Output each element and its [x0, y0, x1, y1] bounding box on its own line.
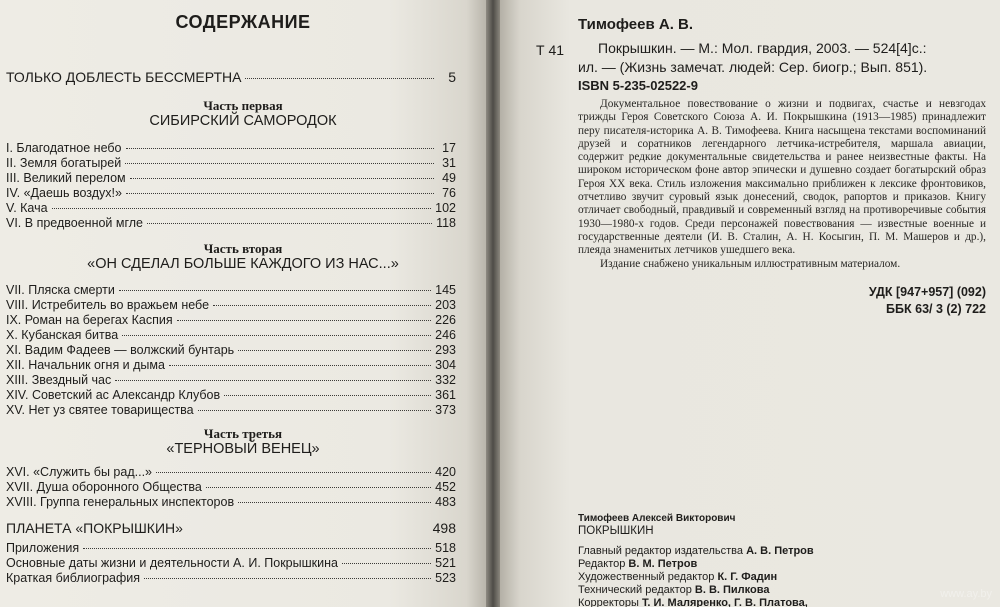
- toc-entry-epilogue: ПЛАНЕТА «ПОКРЫШКИН» 498: [6, 520, 456, 536]
- toc-entry: XVI. «Служить бы рад...» 420: [6, 465, 456, 479]
- toc-entry-intro: ТОЛЬКО ДОБЛЕСТЬ БЕССМЕРТНА 5: [6, 69, 456, 85]
- watermark: www.ay.by: [940, 588, 992, 600]
- record-author: Тимофеев А. В.: [578, 16, 694, 33]
- contents-page: [0, 0, 486, 607]
- annotation-paragraph: Документальное повествование о жизни и подвигах, счастье и невзгодах трижды Героя Советского Союза А. И. Покрышкина (1913—1985) принадлежит перу писателя-историка А. В. Тимофеева. Книга насыщена текстами воспоминаний друзей и соратников легендарного летчика-истребителя, маршала авиации, содержит редкие документальные свидетельства и ранее неизвестные факты. На широком историческом фоне автор эпически и душевно создает богатырский образ Героя XX века. Стиль изложения максимально приближен к лексике фронтовиков, отчетливо звучит суровый язык донесений, сводок, рапортов и приказов. Книгу отличает свободный, правдивый и современный взгляд на противоречивые события 1930—1980-х годов. Среди персонажей повествования — известные военные и государственные деятели (И. В. Сталин, А. Н. Косыгин, П. М. Машеров и др.), плеяда знаменитых летчиков ушедшего века.: [578, 98, 986, 257]
- toc-entry: XI. Вадим Фадеев — волжский бунтарь 293: [6, 343, 456, 357]
- book-gutter: [486, 0, 500, 607]
- toc-entry: II. Земля богатырей 31: [6, 156, 456, 170]
- toc-entry: Приложения 518: [6, 541, 456, 555]
- record-bib-line-1: Покрышкин. — М.: Мол. гвардия, 2003. — 524[4]с.:: [598, 40, 927, 56]
- bbk-code: ББК 63/ 3 (2) 722: [886, 302, 986, 316]
- toc-entry: VIII. Истребитель во вражьем небе 203: [6, 298, 456, 312]
- part-three-label: Часть третья: [203, 426, 283, 441]
- toc-entry: I. Благодатное небо 17: [6, 141, 456, 155]
- toc-entry: VI. В предвоенной мгле 118: [6, 216, 456, 230]
- toc-entry: VII. Пляска смерти 145: [6, 283, 456, 297]
- toc-entry: X. Кубанская битва 246: [6, 328, 456, 342]
- annotation-paragraph: Издание снабжено уникальным иллюстративным материалом.: [600, 257, 901, 270]
- contents-title: СОДЕРЖАНИЕ: [175, 12, 311, 32]
- credit-line: Главный редактор издательства А. В. Петров: [578, 545, 814, 557]
- toc-entry: V. Кача 102: [6, 201, 456, 215]
- toc-entry: IV. «Даешь воздух!» 76: [6, 186, 456, 200]
- credit-line: Художественный редактор К. Г. Фадин: [578, 571, 778, 583]
- part-one-title: СИБИРСКИЙ САМОРОДОК: [149, 113, 337, 129]
- toc-entry: XII. Начальник огня и дыма 304: [6, 358, 456, 372]
- record-isbn: ISBN 5-235-02522-9: [578, 78, 698, 93]
- toc-entry: Основные даты жизни и деятельности А. И. Покрышкина 521: [6, 556, 456, 570]
- part-one-label: Часть первая: [203, 98, 283, 113]
- toc-entry: XV. Нет уз святее товарищества 373: [6, 403, 456, 417]
- toc-entry: IX. Роман на берегах Каспия 226: [6, 313, 456, 327]
- toc-entry: XIV. Советский ас Александр Клубов 361: [6, 388, 456, 402]
- toc-entry: Краткая библиография 523: [6, 571, 456, 585]
- imprint-page: [500, 0, 1000, 607]
- toc-entry: XVIII. Группа генеральных инспекторов 483: [6, 495, 456, 509]
- record-bib-line-2: ил. — (Жизнь замечат. людей: Сер. биогр.; Вып. 851).: [578, 59, 928, 75]
- credit-line: Технический редактор В. В. Пилкова: [578, 584, 770, 596]
- part-three-title: «ТЕРНОВЫЙ ВЕНЕЦ»: [166, 441, 320, 457]
- imprint-title: ПОКРЫШКИН: [578, 525, 654, 537]
- credit-line: Редактор В. М. Петров: [578, 558, 698, 570]
- catalog-number: Т 41: [536, 42, 565, 58]
- imprint-author: Тимофеев Алексей Викторович: [578, 513, 736, 524]
- part-two-title: «ОН СДЕЛАЛ БОЛЬШЕ КАЖДОГО ИЗ НАС...»: [87, 256, 399, 272]
- toc-entry: XIII. Звездный час 332: [6, 373, 456, 387]
- udk-code: УДК [947+957] (092): [868, 285, 986, 299]
- toc-entry: III. Великий перелом 49: [6, 171, 456, 185]
- annotation: [578, 98, 986, 271]
- part-two-label: Часть вторая: [203, 241, 283, 256]
- credit-line: Корректоры Т. И. Маляренко, Г. В. Платова,: [578, 597, 808, 607]
- toc-entry: XVII. Душа оборонного Общества 452: [6, 480, 456, 494]
